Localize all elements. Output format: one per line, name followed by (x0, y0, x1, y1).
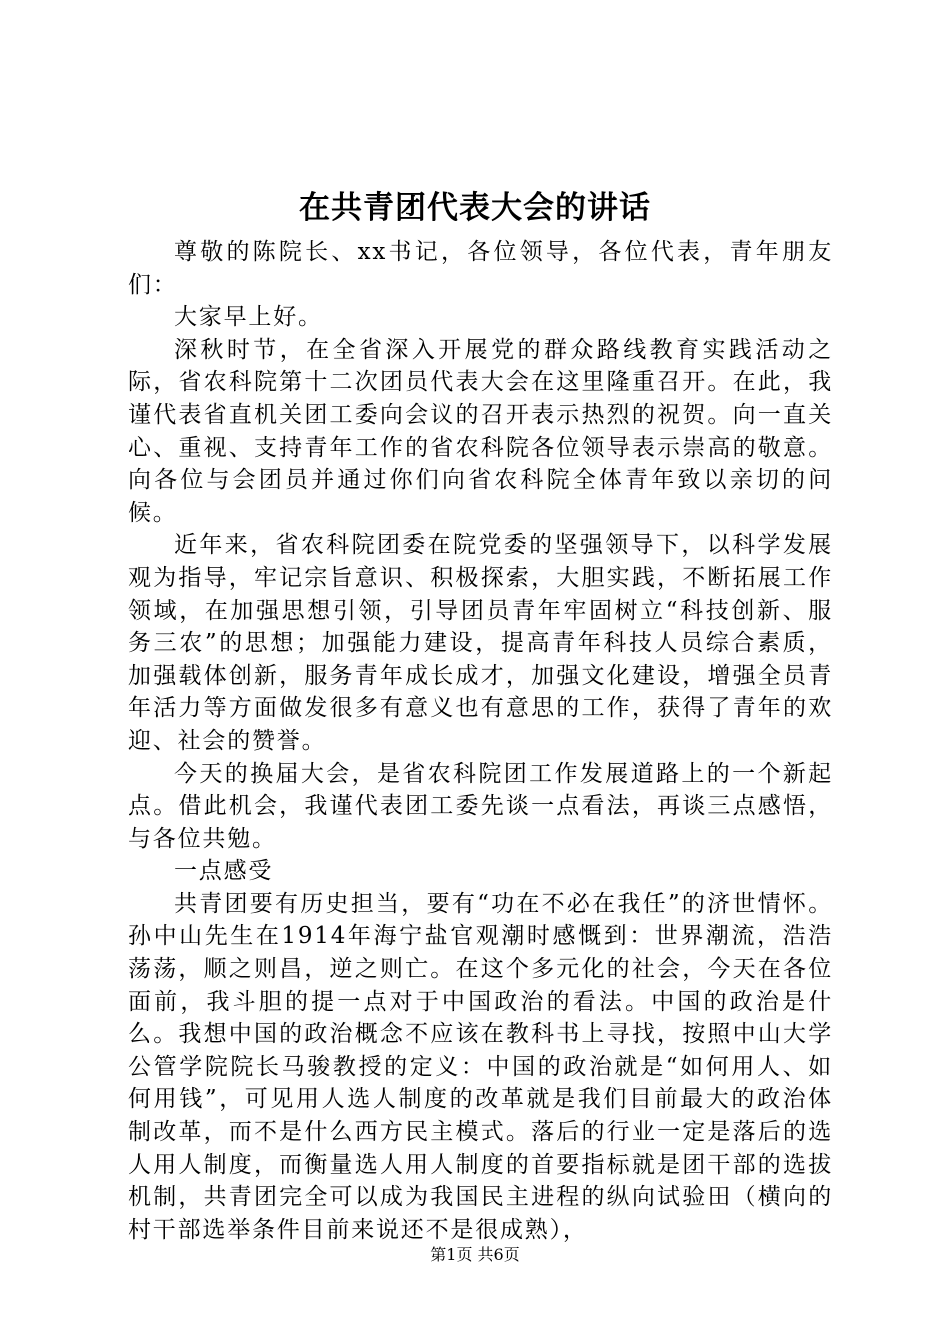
page-footer: 第1页 共6页 (430, 1245, 520, 1264)
document-body (128, 236, 833, 1246)
paragraph: 尊敬的陈院长、xx书记，各位领导，各位代表，青年朋友们： (128, 239, 833, 298)
paragraph: 共青团要有历史担当，要有“功在不必在我任”的济世情怀。孙中山先生在1914年海宁盐官观潮时感慨到：世界潮流，浩浩荡荡，顺之则昌，逆之则亡。在这个多元化的社会，今天在各位面前，我斗胆的提一点对于中国政治的看法。中国的政治是什么。我想中国的政治概念不应该在教科书上寻找，按照中山大学公管学院院长马骏教授的定义：中国的政治就是“如何用人、如何用钱”，可见用人选人制度的改革就是我们目前最大的政治体制改革，而不是什么西方民主模式。落后的行业一定是落后的选人用人制度，而衡量选人用人制度的首要指标就是团干部的选拔机制，共青团完全可以成为我国民主进程的纵向试验田（横向的村干部选举条件目前来说还不是很成熟）， (128, 890, 833, 1243)
paragraph: 近年来，省农科院团委在院党委的坚强领导下，以科学发展观为指导，牢记宗旨意识、积极探索，大胆实践，不断拓展工作领域，在加强思想引领，引导团员青年牢固树立“科技创新、服务三农”的思想；加强能力建设，提高青年科技人员综合素质，加强载体创新，服务青年成长成才，加强文化建设，增强全员青年活力等方面做发很多有意义也有意思的工作，获得了青年的欢迎、社会的赞誉。 (128, 532, 833, 754)
paragraph: 大家早上好。 (174, 304, 323, 331)
section-heading: 一点感受 (174, 858, 274, 885)
paragraph: 今天的换届大会，是省农科院团工作发展道路上的一个新起点。借此机会，我谨代表团工委先谈一点看法，再谈三点感悟，与各位共勉。 (128, 760, 833, 852)
paragraph: 深秋时节，在全省深入开展党的群众路线教育实践活动之际，省农科院第十二次团员代表大会在这里隆重召开。在此，我谨代表省直机关团工委向会议的召开表示热烈的祝贺。向一直关心、重视、支持青年工作的省农科院各位领导表示崇高的敬意。向各位与会团员并通过你们向省农科院全体青年致以亲切的问候。 (128, 336, 833, 526)
document-title: 在共青团代表大会的讲话 (299, 190, 651, 226)
